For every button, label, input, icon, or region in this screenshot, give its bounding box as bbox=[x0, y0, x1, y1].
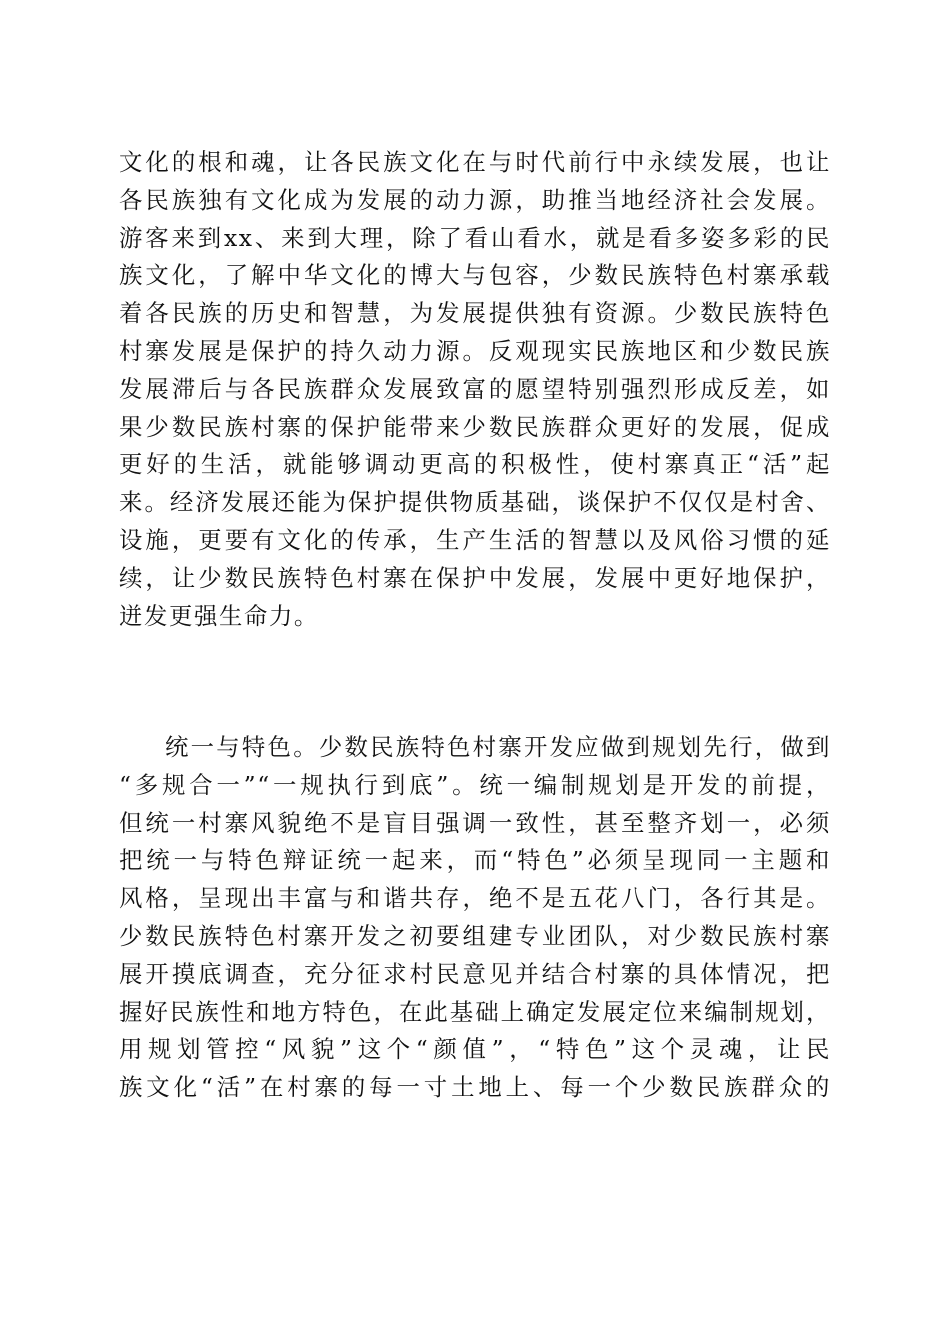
text-line: 风格，呈现出丰富与和谐共存，绝不是五花八门，各行其是。 bbox=[119, 884, 831, 913]
text-line: 果少数民族村寨的保护能带来少数民族群众更好的发展，促成 bbox=[119, 412, 831, 441]
text-line: 统一与特色。少数民族特色村寨开发应做到规划先行，做到 bbox=[165, 733, 831, 761]
text-line: 村寨发展是保护的持久动力源。反观现实民族地区和少数民族 bbox=[119, 336, 831, 365]
text-line: “多规合一”“一规执行到底”。统一编制规划是开发的前提， bbox=[119, 770, 831, 799]
paragraph-unity-and-characteristics bbox=[119, 729, 831, 1107]
text-line: 握好民族性和地方特色，在此基础上确定发展定位来编制规划， bbox=[119, 997, 831, 1026]
text-line: 续，让少数民族特色村寨在保护中发展，发展中更好地保护， bbox=[119, 563, 831, 592]
text-line: 但统一村寨风貌绝不是盲目强调一致性，甚至整齐划一，必须 bbox=[119, 808, 831, 837]
text-line: 族文化，了解中华文化的博大与包容，少数民族特色村寨承载 bbox=[119, 261, 831, 290]
text-line: 着各民族的历史和智慧，为发展提供独有资源。少数民族特色 bbox=[119, 299, 831, 328]
text-line: 发展滞后与各民族群众发展致富的愿望特别强烈形成反差，如 bbox=[119, 374, 831, 403]
text-line: 迸发更强生命力。 bbox=[119, 601, 319, 630]
paragraph-villages-culture bbox=[119, 144, 831, 635]
text-line: 用规划管控“风貌”这个“颜值”，“特色”这个灵魂，让民 bbox=[119, 1035, 831, 1064]
text-line: 游客来到xx、来到大理，除了看山看水，就是看多姿多彩的民 bbox=[119, 223, 831, 252]
text-line: 少数民族特色村寨开发之初要组建专业团队，对少数民族村寨 bbox=[119, 921, 831, 950]
text-line: 来。经济发展还能为保护提供物质基础，谈保护不仅仅是村舍、 bbox=[119, 488, 831, 517]
text-line: 把统一与特色辩证统一起来，而“特色”必须呈现同一主题和 bbox=[119, 846, 831, 875]
text-line: 文化的根和魂，让各民族文化在与时代前行中永续发展，也让 bbox=[119, 148, 831, 176]
text-line: 展开摸底调查，充分征求村民意见并结合村寨的具体情况，把 bbox=[119, 959, 831, 988]
text-line: 设施，更要有文化的传承，生产生活的智慧以及风俗习惯的延 bbox=[119, 525, 831, 554]
text-line: 族文化“活”在村寨的每一寸土地上、每一个少数民族群众的 bbox=[119, 1073, 831, 1102]
text-line: 各民族独有文化成为发展的动力源，助推当地经济社会发展。 bbox=[119, 185, 831, 214]
text-line: 更好的生活，就能够调动更高的积极性，使村寨真正“活”起 bbox=[119, 450, 831, 479]
